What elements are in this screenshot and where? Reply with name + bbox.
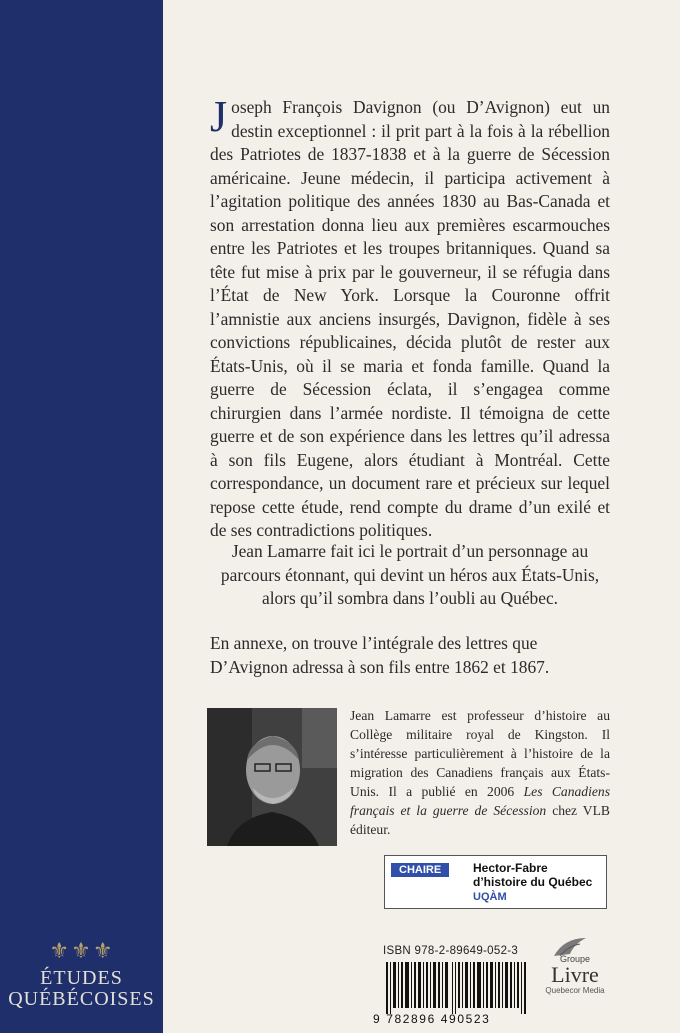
author-bio-publisher: chez VLB éditeur. bbox=[350, 803, 610, 837]
author-bio-text: Jean Lamarre est professeur d’histoire au Collège militaire royal de Kingston. Il s’intéresse particulièrement à l’histoire de la migration des Canadiens français aux États-Unis. Il a publié en 2006 bbox=[350, 708, 610, 799]
author-photo bbox=[207, 708, 337, 846]
synopsis-paragraph-2: Jean Lamarre fait ici le portrait d’un personnage au parcours étonnant, qui devint un héros aux États-Unis, alors qu’il sombra dans l’oubli au Québec. bbox=[220, 541, 600, 608]
series-title-line1: ÉTUDES bbox=[40, 967, 123, 989]
chaire-university: UQÀM bbox=[473, 891, 507, 903]
synopsis-paragraph-1 bbox=[210, 92, 610, 543]
synopsis-paragraph-3: En annexe, on trouve l’intégrale des lettres que D’Avignon adressa à son fils entre 1862 et 1867. bbox=[210, 633, 550, 677]
series-title bbox=[0, 968, 163, 1010]
blue-spine-band bbox=[0, 0, 163, 1033]
leaf-icon bbox=[550, 936, 590, 958]
publisher-livre: Livre bbox=[551, 962, 599, 987]
drop-cap-initial: J bbox=[210, 92, 228, 141]
synopsis-paragraph-1-text: oseph François Davignon (ou D’Avignon) eut un destin exceptionnel : il prit part à la fois à la rébellion des Patriotes de 1837-1838 et à la guerre de Sécession américaine. Jeune médecin, il participa activement à l’agitation politique des années 1830 au Bas-Canada et son arrestation donna lieu aux premières escarmouches entre les Patriotes et les troupes britanniques. Quand sa tête fut mise à prix par le gouverneur, il se réfugia dans l’État de New York. Lorsque la Couronne offrit l’amnistie aux anciens insurgés, Davignon, fidèle à ses convictions républicaines, décida plutôt de rester aux États-Unis, où il se maria et fonda famille. Quand la guerre de Sécession éclata, il s’engagea comme chirurgien dans l’armée nordiste. Il témoigna de cette guerre et de son expérience dans les lettres qu’il adressa à son fils Eugene, alors étudiant à Montréal. Cette correspondance, un document rare et précieux sur lequel repose cette étude, rend compte du drame d’un exilé et de ses contradictions politiques. bbox=[210, 97, 610, 540]
author-book-title: Les Canadiens français et la guerre de Sécession bbox=[350, 784, 610, 818]
chaire-name-line1: Hector-Fabre bbox=[473, 861, 548, 875]
chaire-logo-box bbox=[384, 855, 607, 909]
barcode-icon bbox=[386, 962, 526, 1014]
series-title-line2: QUÉBÉCOISES bbox=[8, 988, 155, 1010]
barcode-digits: 9 782896 490523 bbox=[373, 1012, 491, 1026]
chaire-tag: CHAIRE bbox=[391, 863, 449, 877]
publisher-logo bbox=[540, 932, 610, 1022]
fleur-de-lis-icon: ⚜⚜⚜ bbox=[49, 938, 115, 963]
isbn-label: ISBN 978-2-89649-052-3 bbox=[383, 945, 519, 957]
author-portrait-image bbox=[207, 708, 337, 846]
publisher-media: Quebecor Media bbox=[545, 986, 605, 995]
author-bio bbox=[350, 706, 610, 839]
chaire-name bbox=[473, 861, 592, 889]
chaire-name-line2: d’histoire du Québec bbox=[473, 875, 593, 889]
publisher-groupe: Groupe bbox=[559, 954, 591, 964]
